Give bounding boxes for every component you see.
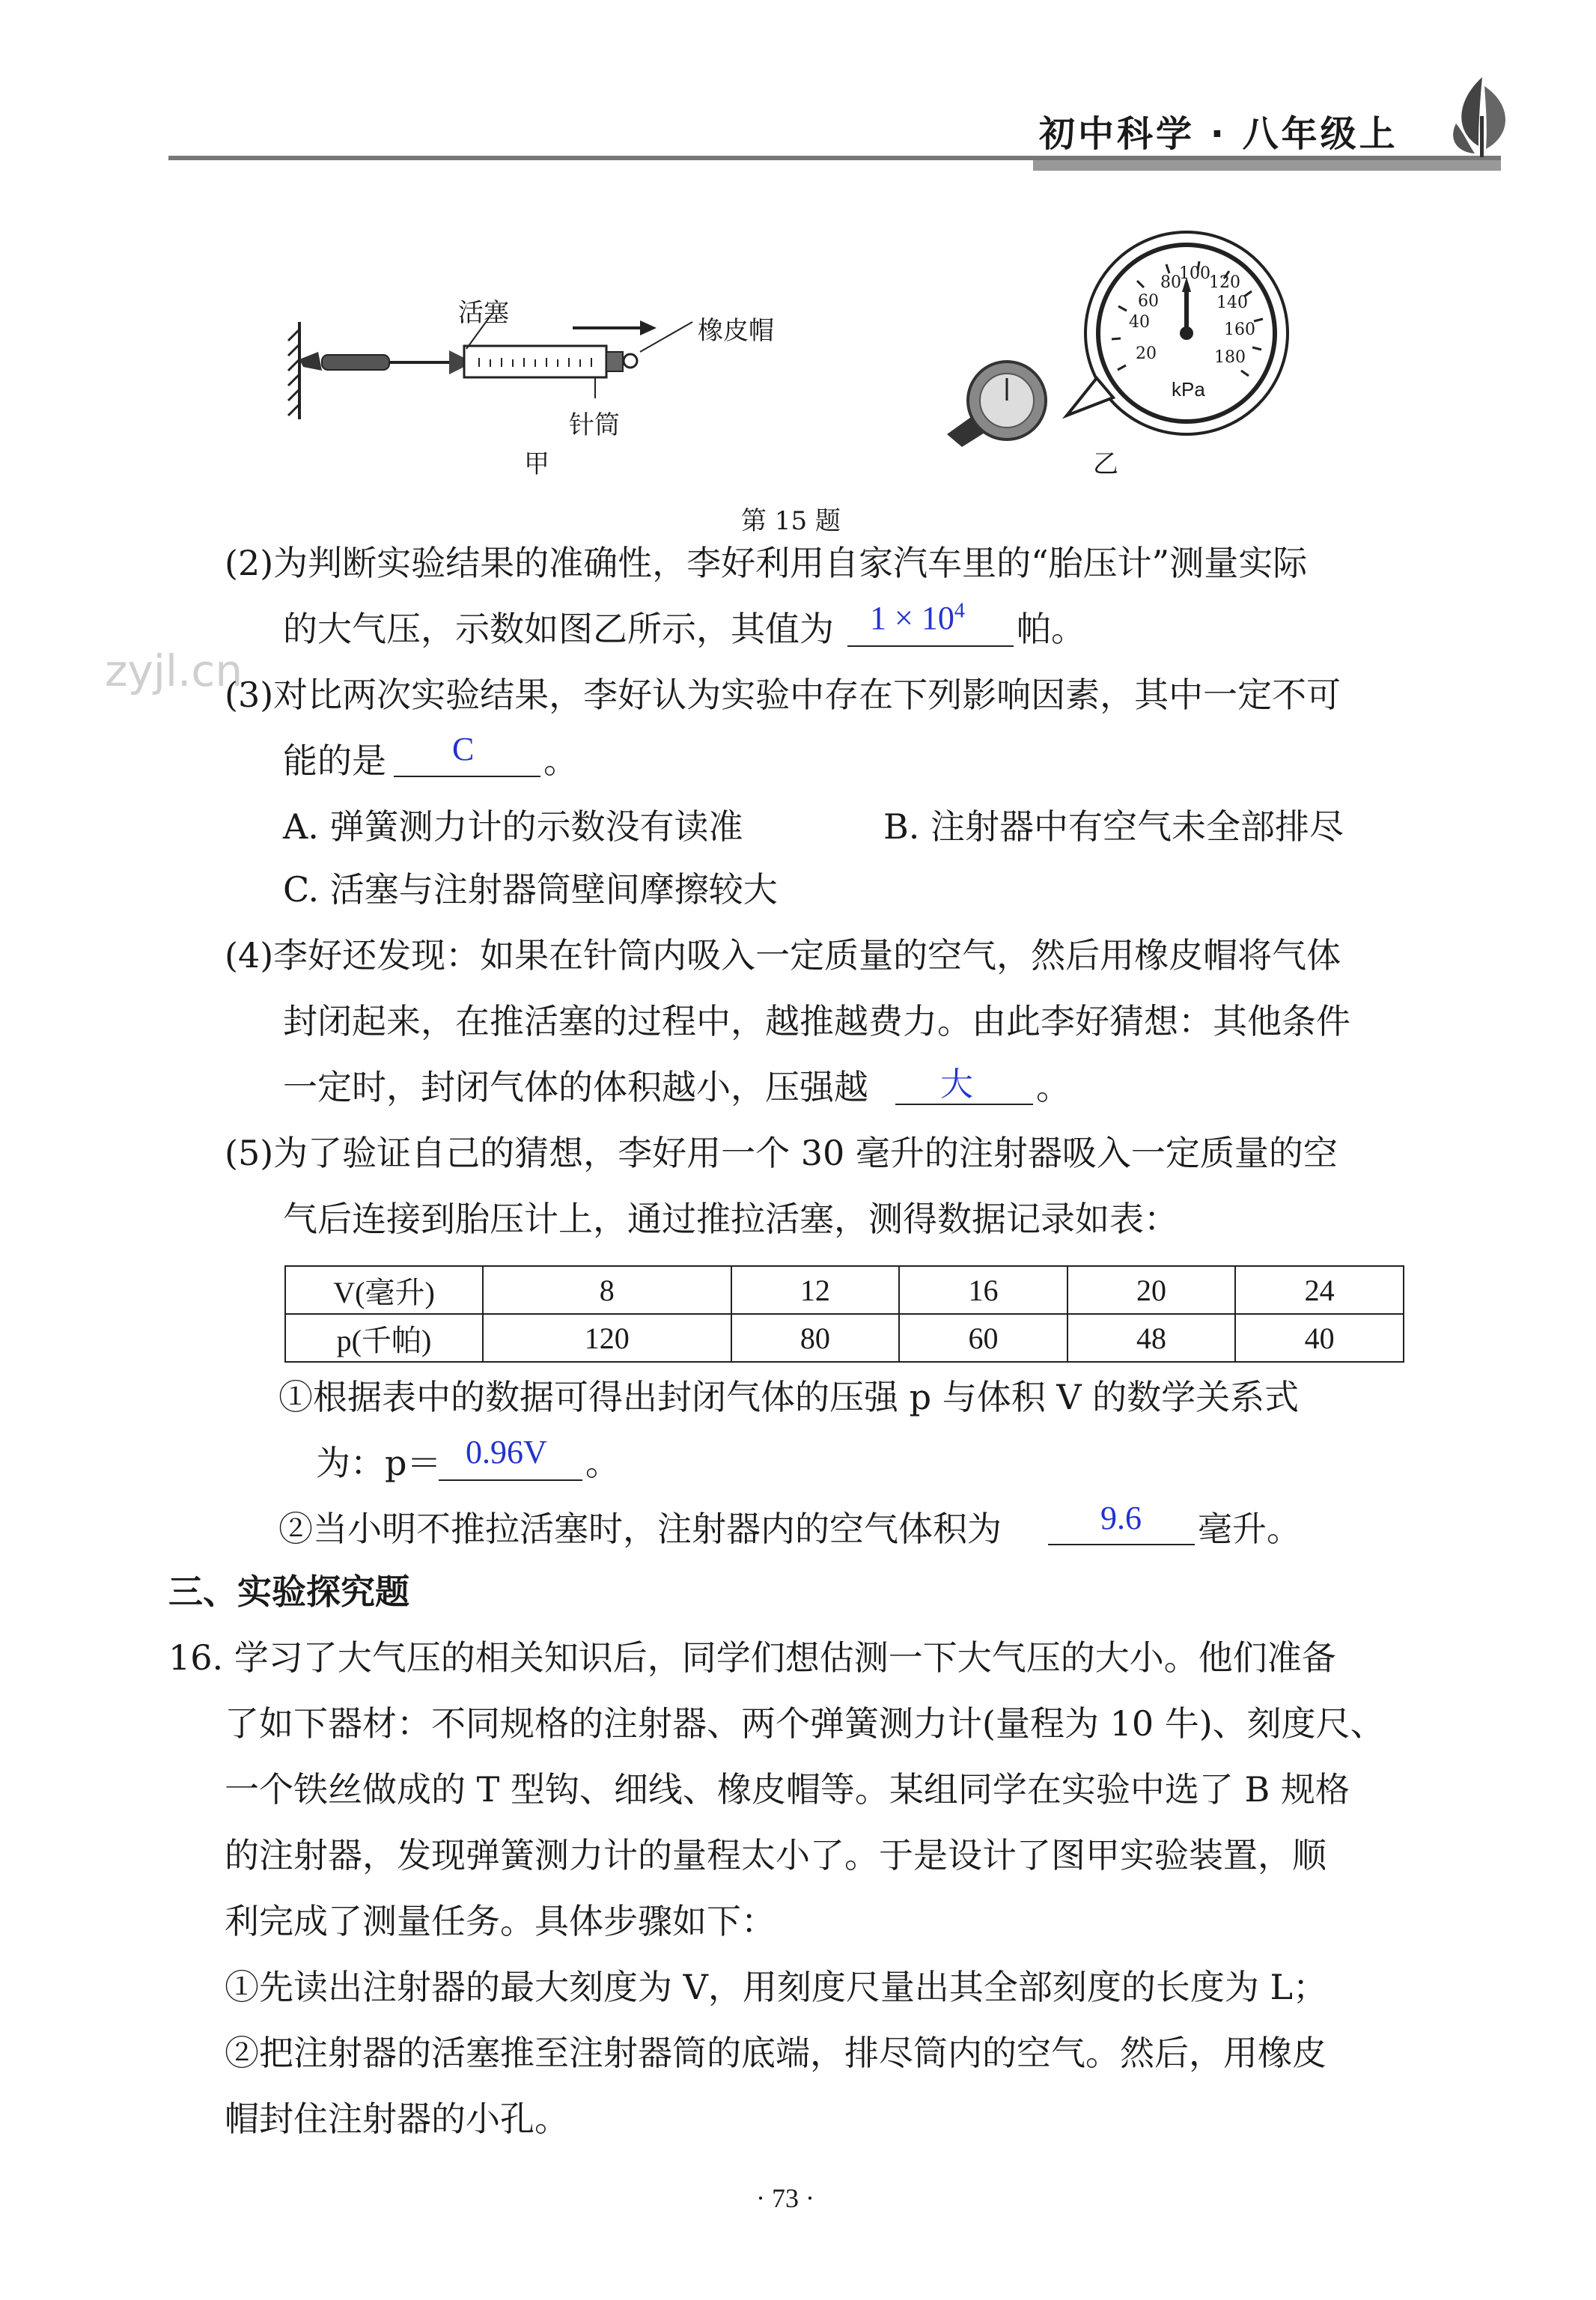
gauge-tick-40: 40 bbox=[1129, 313, 1150, 332]
q4-line1: (4)李好还发现：如果在针筒内吸入一定质量的空气，然后用橡皮帽将气体 bbox=[225, 935, 1341, 976]
table-row bbox=[285, 1314, 1404, 1362]
q5-sub1-answer: 0.96V bbox=[466, 1434, 547, 1470]
label-rubber-cap: 橡皮帽 bbox=[698, 316, 774, 346]
q5-line2: 气后连接到胎压计上，通过推拉活塞，测得数据记录如表： bbox=[283, 1199, 1178, 1239]
table-cell: 120 bbox=[483, 1314, 731, 1362]
table-row-header-pressure: p(千帕) bbox=[285, 1314, 483, 1362]
q3-option-b: B. 注射器中有空气未全部排尽 bbox=[883, 806, 1344, 847]
q16-line2: 了如下器材：不同规格的注射器、两个弹簧测力计(量程为 10 牛)、刻度尺、 bbox=[225, 1703, 1385, 1744]
data-table bbox=[284, 1265, 1404, 1363]
table-cell: 40 bbox=[1235, 1314, 1404, 1362]
gauge-tick-120: 120 bbox=[1209, 273, 1240, 292]
q5-sub2-answer-blank bbox=[1048, 1544, 1195, 1545]
table-cell: 60 bbox=[899, 1314, 1067, 1362]
q3-answer: C bbox=[452, 731, 475, 767]
table-cell: 24 bbox=[1235, 1266, 1404, 1314]
figure-jia-syringe-diagram bbox=[266, 277, 835, 487]
q2-line2-suffix: 帕。 bbox=[1017, 609, 1085, 649]
q16-step1: ①先读出注射器的最大刻度为 V，用刻度尺量出其全部刻度的长度为 L； bbox=[225, 1967, 1328, 2007]
gauge-tick-80: 80 bbox=[1160, 273, 1181, 292]
page-number: · 73 · bbox=[756, 2183, 814, 2213]
q4-line3-suffix: 。 bbox=[1036, 1067, 1070, 1107]
section-title: 三、实验探究题 bbox=[168, 1572, 409, 1612]
figure-jia-label: 甲 bbox=[524, 449, 549, 479]
q4-answer: 大 bbox=[940, 1065, 973, 1104]
table-row-header-volume: V(毫升) bbox=[285, 1266, 483, 1314]
gauge-tick-160: 160 bbox=[1224, 320, 1255, 339]
q5-sub2-suffix: 毫升。 bbox=[1198, 1509, 1301, 1549]
q16-line4: 的注射器，发现弹簧测力计的量程太小了。于是设计了图甲实验装置，顺 bbox=[225, 1835, 1327, 1875]
gauge-tick-100: 100 bbox=[1179, 264, 1210, 283]
q16-line3: 一个铁丝做成的 T 型钩、细线、橡皮帽等。某组同学在实验中选了 B 规格 bbox=[225, 1769, 1350, 1810]
figure-yi-label: 乙 bbox=[1093, 449, 1118, 479]
q3-line2-prefix: 能的是 bbox=[283, 740, 386, 781]
q5-sub2-answer: 9.6 bbox=[1100, 1500, 1142, 1536]
table-cell: 12 bbox=[731, 1266, 900, 1314]
q5-sub1-answer-blank bbox=[439, 1479, 582, 1481]
gauge-unit: kPa bbox=[1172, 378, 1205, 401]
q5-line1: (5)为了验证自己的猜想，李好用一个 30 毫升的注射器吸入一定质量的空 bbox=[225, 1133, 1338, 1173]
table-cell: 8 bbox=[483, 1266, 731, 1314]
table-cell: 20 bbox=[1067, 1266, 1236, 1314]
header-rule-accent bbox=[1033, 160, 1501, 171]
q5-sub1-line1: ①根据表中的数据可得出封闭气体的压强 p 与体积 V 的数学关系式 bbox=[278, 1377, 1300, 1417]
q4-line2: 封闭起来，在推活塞的过程中，越推越费力。由此李好猜想：其他条件 bbox=[283, 1001, 1350, 1041]
q2-answer: $1 \times 10^4$ bbox=[870, 599, 965, 636]
q3-option-c: C. 活塞与注射器筒壁间摩擦较大 bbox=[283, 869, 778, 910]
label-piston: 活塞 bbox=[458, 298, 509, 328]
gauge-tick-180: 180 bbox=[1214, 348, 1246, 367]
label-barrel: 针筒 bbox=[569, 410, 620, 440]
q3-answer-blank bbox=[394, 776, 540, 777]
table-row bbox=[285, 1266, 1404, 1314]
gauge-tick-60: 60 bbox=[1138, 292, 1159, 311]
q5-sub1-prefix: 为：p＝ bbox=[316, 1443, 442, 1483]
watermark: zyjl.cn bbox=[105, 645, 243, 696]
table-cell: 80 bbox=[731, 1314, 900, 1362]
q4-line3-prefix: 一定时，封闭气体的体积越小，压强越 bbox=[283, 1067, 868, 1107]
q16-step2-line1: ②把注射器的活塞推至注射器筒的底端，排尽筒内的空气。然后，用橡皮 bbox=[225, 2033, 1327, 2073]
q5-sub1-suffix: 。 bbox=[585, 1443, 620, 1483]
q2-answer-blank bbox=[847, 645, 1014, 647]
q16-step2-line2: 帽封住注射器的小孔。 bbox=[225, 2099, 569, 2139]
q2-answer-exponent: 4 bbox=[954, 599, 965, 623]
q5-sub2-prefix: ②当小明不推拉活塞时，注射器内的空气体积为 bbox=[278, 1509, 1002, 1549]
q2-line1: (2)为判断实验结果的准确性，李好利用自家汽车里的“胎压计”测量实际 bbox=[225, 543, 1308, 583]
gauge-tick-20: 20 bbox=[1136, 344, 1157, 363]
table-cell: 16 bbox=[899, 1266, 1067, 1314]
q3-line1: (3)对比两次实验结果，李好认为实验中存在下列影响因素，其中一定不可 bbox=[225, 675, 1341, 715]
gauge-tick-140: 140 bbox=[1216, 293, 1248, 312]
q3-option-a: A. 弹簧测力计的示数没有读准 bbox=[283, 806, 743, 847]
q16-line1: 16. 学习了大气压的相关知识后，同学们想估测一下大气压的大小。他们准备 bbox=[168, 1637, 1336, 1678]
leaf-logo-icon bbox=[1441, 71, 1523, 161]
table-cell: 48 bbox=[1067, 1314, 1236, 1362]
q16-line5: 利完成了测量任务。具体步骤如下： bbox=[225, 1901, 776, 1941]
q3-line2-suffix: 。 bbox=[543, 740, 578, 781]
figure-caption: 第 15 题 bbox=[741, 506, 841, 536]
header-title: 初中科学 · 八年级上 bbox=[1039, 113, 1398, 155]
q2-line2-prefix: 的大气压，示数如图乙所示，其值为 bbox=[283, 609, 834, 649]
